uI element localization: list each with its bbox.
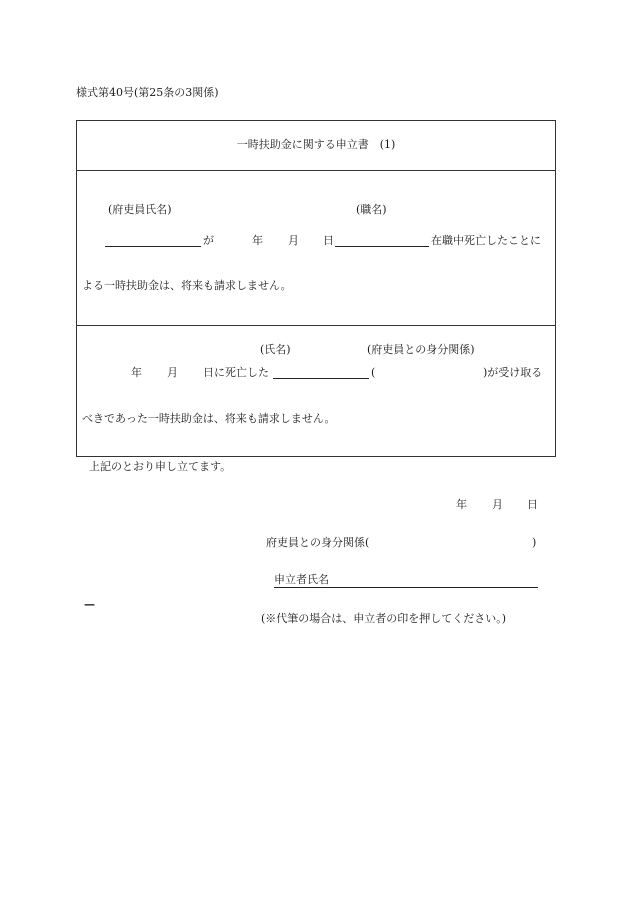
applicant-name-line[interactable] — [274, 587, 538, 588]
applicant-name-label: 申立者氏名 — [274, 573, 329, 586]
relation-label: 府吏員との身分関係( — [266, 536, 370, 549]
form-box — [76, 120, 556, 457]
label-employee-name: (府吏員氏名) — [108, 203, 172, 216]
side-mark: — — [84, 598, 95, 611]
open-paren: ( — [371, 366, 376, 379]
section1-line2: よる一時扶助金は、将来も請求しません。 — [82, 279, 292, 292]
text-day-died: 日に死亡した — [203, 366, 269, 379]
label-name: (氏名) — [260, 343, 291, 356]
form-title: 一時扶助金に関する申立書 (1) — [236, 138, 396, 151]
date-year: 年 — [456, 498, 467, 511]
name-blank[interactable] — [273, 378, 369, 379]
declaration: 上記のとおり申し立てます。 — [89, 460, 232, 473]
text-year-2: 年 — [131, 366, 142, 379]
form-number: 様式第40号(第25条の3関係) — [76, 86, 219, 99]
section2-line2: べきであった一時扶助金は、将来も請求しません。 — [82, 412, 336, 425]
proxy-note: (※代筆の場合は、申立者の印を押してください。) — [261, 612, 507, 625]
text-died-in-office: 在職中死亡したことに — [431, 234, 541, 247]
relation-close: ) — [532, 536, 537, 549]
text-year-1: 年 — [252, 234, 263, 247]
label-position: (職名) — [356, 203, 387, 216]
text-ga: が — [203, 234, 214, 247]
date-day: 日 — [527, 498, 538, 511]
label-relation: (府吏員との身分関係) — [367, 343, 475, 356]
text-month-1: 月 — [288, 234, 299, 247]
divider-title — [77, 170, 555, 171]
position-blank[interactable] — [335, 246, 429, 247]
text-month-2: 月 — [167, 366, 178, 379]
employee-name-blank[interactable] — [105, 246, 201, 247]
text-receive: )が受け取る — [483, 366, 543, 379]
divider-sections — [77, 325, 555, 326]
date-month: 月 — [492, 498, 503, 511]
text-day-1: 日 — [323, 234, 334, 247]
